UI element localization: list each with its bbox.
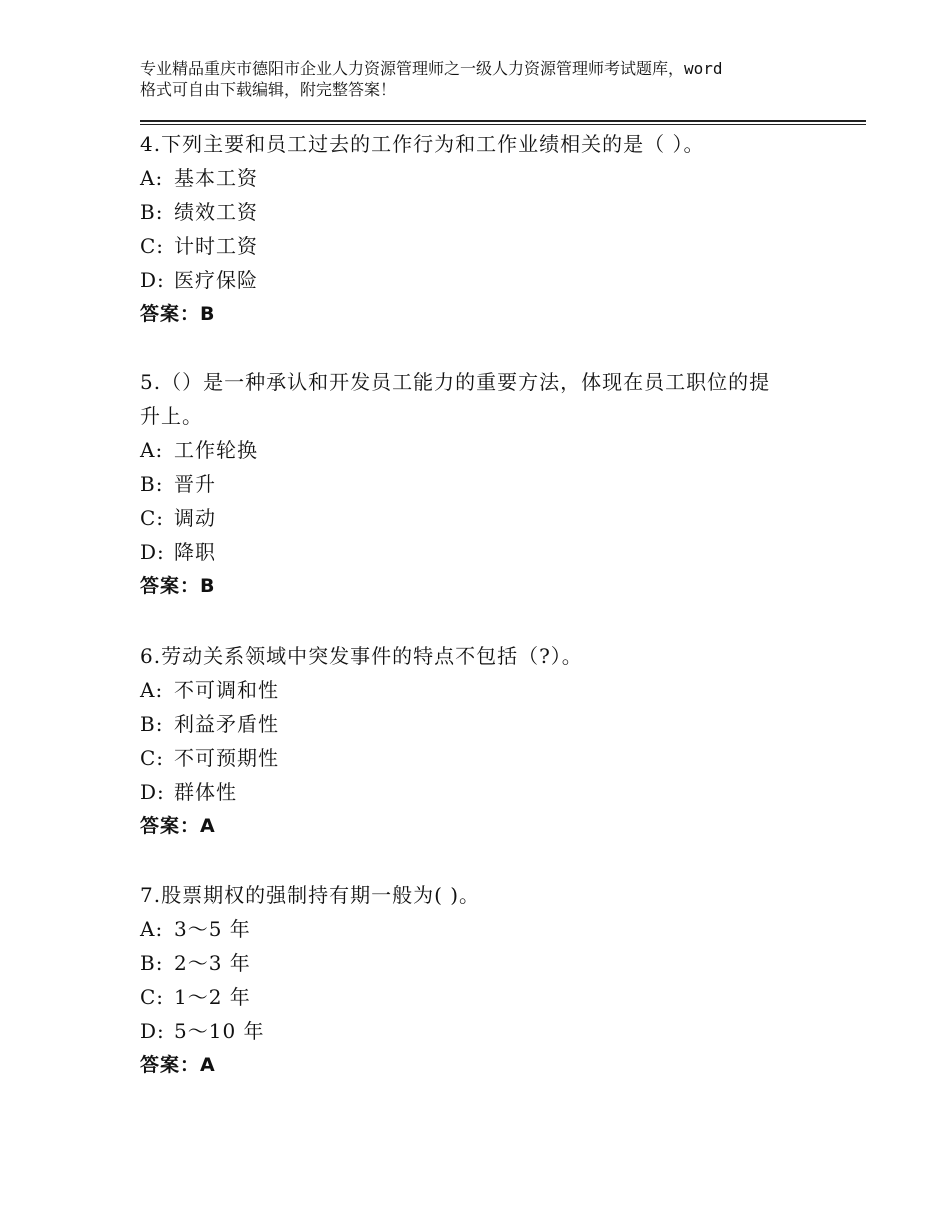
option-text: 1～2 年 bbox=[174, 985, 251, 1009]
option-b bbox=[140, 195, 820, 229]
header-line-1: 专业精品重庆市德阳市企业人力资源管理师之一级人力资源管理师考试题库，word bbox=[140, 59, 723, 78]
option-text: 工作轮换 bbox=[174, 438, 258, 462]
option-text: 降职 bbox=[174, 540, 216, 564]
option-text: 基本工资 bbox=[174, 166, 258, 190]
option-c bbox=[140, 980, 820, 1014]
header-line-2: 格式可自由下载编辑，附完整答案！ bbox=[140, 80, 397, 99]
option-key: B: bbox=[140, 472, 164, 496]
option-text: 晋升 bbox=[174, 472, 216, 496]
option-text: 不可调和性 bbox=[174, 678, 279, 702]
option-text: 调动 bbox=[174, 506, 216, 530]
option-a bbox=[140, 161, 820, 195]
question-7 bbox=[140, 878, 820, 1082]
option-c bbox=[140, 501, 820, 535]
question-text: 6.劳动关系领域中突发事件的特点不包括（?）。 bbox=[140, 644, 583, 668]
option-text: 不可预期性 bbox=[174, 746, 279, 770]
question-6 bbox=[140, 639, 820, 843]
option-c bbox=[140, 741, 820, 775]
answer: 答案：B bbox=[140, 575, 216, 597]
answer: 答案：A bbox=[140, 1054, 216, 1076]
question-text-line-1: 5.（）是一种承认和开发员工能力的重要方法，体现在员工职位的提 bbox=[140, 370, 771, 394]
option-key: C: bbox=[140, 234, 165, 258]
option-b bbox=[140, 467, 820, 501]
option-d bbox=[140, 1014, 820, 1048]
option-text: 利益矛盾性 bbox=[174, 712, 279, 736]
option-key: D: bbox=[140, 780, 165, 804]
option-text: 群体性 bbox=[174, 780, 237, 804]
header-divider-thick bbox=[140, 120, 866, 122]
option-c bbox=[140, 229, 820, 263]
option-b bbox=[140, 946, 820, 980]
option-b bbox=[140, 707, 820, 741]
option-key: C: bbox=[140, 506, 165, 530]
question-text: 4.下列主要和员工过去的工作行为和工作业绩相关的是（ ）。 bbox=[140, 132, 705, 156]
option-d bbox=[140, 775, 820, 809]
option-text: 5～10 年 bbox=[174, 1019, 265, 1043]
document-header bbox=[140, 58, 830, 100]
option-key: C: bbox=[140, 746, 165, 770]
question-5 bbox=[140, 365, 820, 603]
option-a bbox=[140, 433, 820, 467]
option-key: A: bbox=[140, 678, 164, 702]
option-key: B: bbox=[140, 712, 164, 736]
option-key: B: bbox=[140, 200, 164, 224]
question-4 bbox=[140, 127, 820, 331]
option-key: C: bbox=[140, 985, 165, 1009]
answer: 答案：B bbox=[140, 303, 216, 325]
option-key: D: bbox=[140, 268, 165, 292]
option-key: D: bbox=[140, 1019, 165, 1043]
option-text: 2～3 年 bbox=[174, 951, 251, 975]
option-key: A: bbox=[140, 166, 164, 190]
option-text: 绩效工资 bbox=[174, 200, 258, 224]
question-text-line-2: 升上。 bbox=[140, 404, 203, 428]
answer: 答案：A bbox=[140, 815, 216, 837]
option-text: 3～5 年 bbox=[174, 917, 251, 941]
option-key: B: bbox=[140, 951, 164, 975]
question-text: 7.股票期权的强制持有期一般为( )。 bbox=[140, 883, 481, 907]
option-key: A: bbox=[140, 917, 164, 941]
option-d bbox=[140, 263, 820, 297]
option-a bbox=[140, 912, 820, 946]
option-text: 计时工资 bbox=[174, 234, 258, 258]
option-d bbox=[140, 535, 820, 569]
option-key: A: bbox=[140, 438, 164, 462]
option-key: D: bbox=[140, 540, 165, 564]
option-a bbox=[140, 673, 820, 707]
header-divider-thin bbox=[140, 124, 866, 125]
option-text: 医疗保险 bbox=[174, 268, 258, 292]
